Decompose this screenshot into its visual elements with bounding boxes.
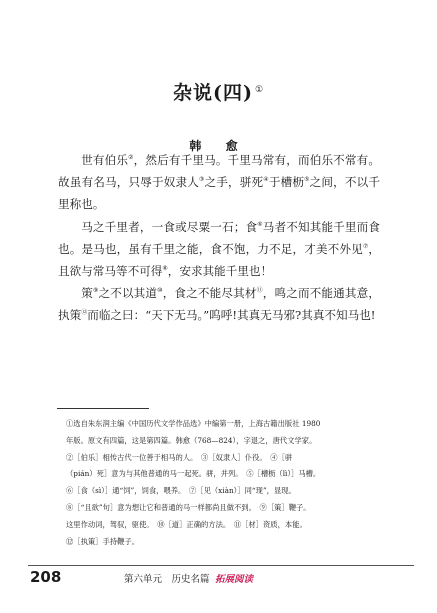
footnote-ref[interactable]: ⑧ <box>162 265 168 273</box>
text-run: 世有伯乐 <box>81 153 129 167</box>
title-footnote-mark: ① <box>254 84 265 95</box>
text-run: ，且欲与常马等不可得 <box>58 241 380 279</box>
text-run: 之手，骈死 <box>204 175 264 190</box>
paragraph-3 <box>58 282 380 326</box>
footnote-ref[interactable]: ③ <box>198 176 205 184</box>
footnote-ref[interactable]: ② <box>128 154 134 162</box>
footnote-divider <box>57 408 149 409</box>
essay-body <box>58 149 380 327</box>
footnote-ref[interactable]: ⑥ <box>257 220 263 228</box>
footnote-line: 这里作动词，驾驭，驱使。 ⑩［道］正确的方法。 ⑪［材］资质，本能。 <box>66 519 307 529</box>
section-label: 拓展阅读 <box>215 574 254 585</box>
page-title <box>0 78 437 105</box>
text-run: 之不以其道 <box>98 286 158 301</box>
footnote-line: ⑥［食（sì）］通“饲”，饲食，喂养。 ⑦［见（xiàn）］同“现”，显现。 <box>66 486 296 496</box>
author: 韩 愈 <box>189 139 248 153</box>
footnote-line: ⑫［执策］手持鞭子。 <box>66 536 139 546</box>
footnotes <box>66 416 380 550</box>
footnote-ref[interactable]: ⑪ <box>256 287 263 295</box>
footnote-line: ①选自朱东润主编《中国历代文学作品选》中编第一册，上海古籍出版社 1980 <box>66 419 321 428</box>
footnote-ref[interactable]: ⑫ <box>81 309 88 317</box>
title-text: 杂说(四) <box>172 82 253 104</box>
paragraph-2 <box>58 216 380 283</box>
unit-label: 第六单元 历史名篇 <box>124 574 210 585</box>
text-run: 于槽枥 <box>268 175 305 190</box>
text-run: ，鸣之而不能通其意，执策 <box>58 286 380 323</box>
footnote-ref[interactable]: ⑦ <box>362 242 369 250</box>
footnote-line: 年版。原文有四篇，这是第四篇。韩愈（768—824），字退之，唐代文学家。 <box>66 435 317 445</box>
footnote-ref[interactable]: ⑩ <box>157 287 163 295</box>
text-run: 而临之曰：“天下无马。”呜呼!其真无马邪?其真不知马也! <box>87 308 376 323</box>
footnote-line: ②［伯乐］相传古代一位善于相马的人。 ③［奴隶人］仆役。 ④［骈 <box>66 452 293 462</box>
text-run: ，然后有千里马。千里马常有，而伯乐不常有。故虽有名马，只辱于奴隶人 <box>58 153 380 190</box>
footer-divider <box>28 565 414 566</box>
text-run: 马之千里者，一食或尽粟一石；食 <box>81 219 258 234</box>
page-number: 208 <box>30 568 62 586</box>
text-run: 之间，不以千里称也。 <box>58 175 380 212</box>
text-run: ，安求其能千里也！ <box>167 264 273 279</box>
footnote-line: （pián）死］意为与其他普通的马一起死。骈，并列。 ⑤［槽枥（lì）］马槽。 <box>66 469 321 479</box>
text-run: ，食之不能尽其材 <box>162 286 257 301</box>
footnote-line: ⑧［“且欲”句］意为想让它和普通的马一样都尚且做不到。 ⑨［策］鞭子。 <box>66 502 311 512</box>
footnote-ref[interactable]: ⑨ <box>92 287 99 295</box>
footnote-ref[interactable]: ④ <box>263 176 269 184</box>
paragraph-1 <box>58 149 380 216</box>
text-run: 马者不知其能千里而食也。是马也，虽有千里之能，食不饱，力不足，才美不外见 <box>58 219 380 256</box>
text-run: 策 <box>81 286 93 301</box>
footnote-ref[interactable]: ⑤ <box>304 176 310 184</box>
